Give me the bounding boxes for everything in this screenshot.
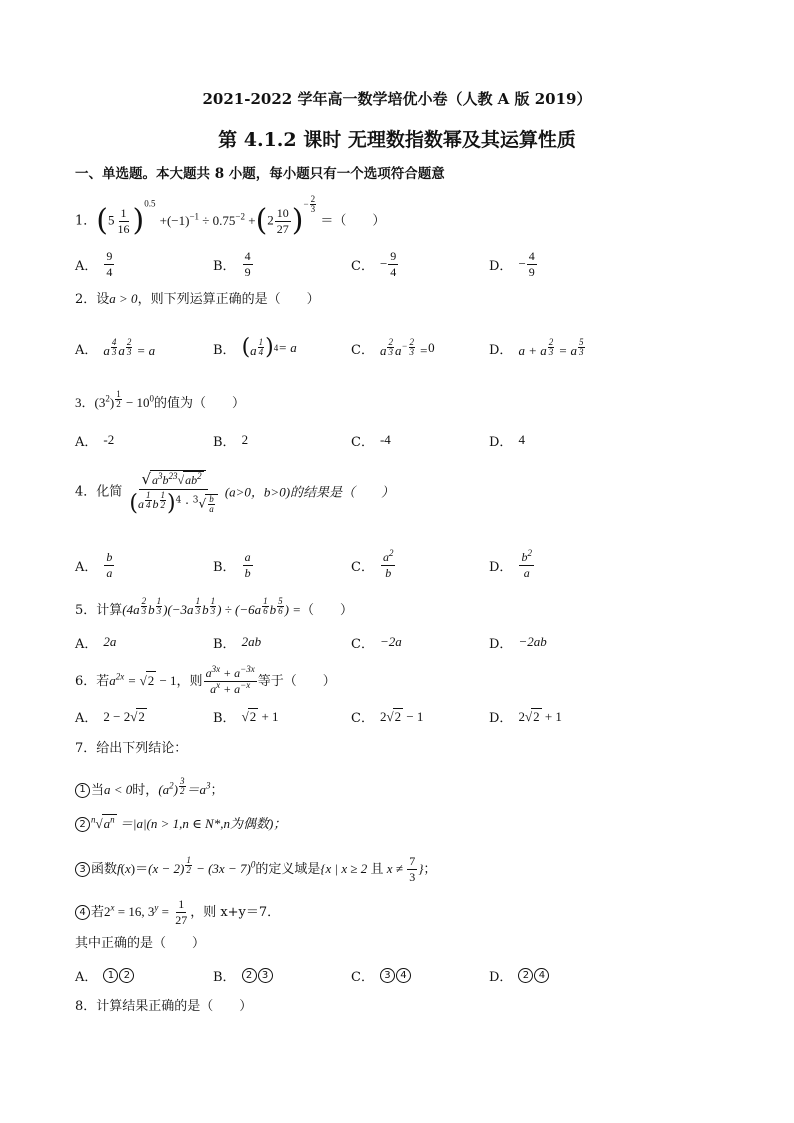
question-5-options xyxy=(75,622,675,662)
option-b[interactable]: B． $\frac{a}{b}$ xyxy=(213,549,251,580)
statement-1: 1 当a < 0时，$(a^2)$ $^{\frac{3}{2}}$ $=a^3$； xyxy=(75,777,224,800)
option-a[interactable]: A． -2 xyxy=(75,432,115,450)
question-5: 5．计算(4a $^{\frac{2}{3}}$ b $^{\frac{1}{3}}$ )(−3a $^{\frac{1}{3}}$ b $^{\frac{1}{3}}$ ) ÷ (−6a $^{\frac{1}{6}}$ b $^{\frac{5}{6}}$ ) =（ ） xyxy=(75,596,354,618)
circled-3-icon: 3 xyxy=(380,968,395,983)
question-4: 4．化简 $√a^3b^{23}√ab^2$ (a $^{\frac{1}{4}}$ b $^{\frac{1}{2}}$ )$^4$ · $^3$√ $\frac{b}{a}$ (a>0，b>0)的结果是（ ） xyxy=(75,470,395,517)
option-b[interactable]: B． √2 + 1 xyxy=(213,708,279,726)
option-a[interactable]: A． 2a xyxy=(75,634,117,652)
page-subtitle: 第 4.1.2 课时 无理数指数幂及其运算性质 xyxy=(218,129,576,151)
option-d[interactable]: D． − $\frac{4}{9}$ xyxy=(489,248,535,279)
circled-1-icon: 1 xyxy=(75,783,90,798)
option-c[interactable]: C． $\frac{a^2}{b}$ xyxy=(351,547,394,580)
circled-2-icon: 2 xyxy=(518,968,533,983)
option-c[interactable]: C． a $^{\frac{2}{3}}$ $a^{- \frac{2}{3}}$ = 0 xyxy=(351,336,435,358)
question-1: 1．(5 $\frac{1}{16}$ )$^{0.5} +(-1)^{-1} \div 0.75^{-2} +(2$ $\frac{10}{27}$ )$^{- \frac{2}{3}}$ ＝（ ） xyxy=(75,194,386,239)
option-c[interactable]: C． − $\frac{9}{4}$ xyxy=(351,248,397,279)
question-7-ask: 其中正确的是（ ） xyxy=(75,936,206,951)
circled-4-icon: 4 xyxy=(534,968,549,983)
option-c[interactable]: C． 3 4 xyxy=(351,955,412,995)
option-b[interactable]: B． 2ab xyxy=(213,634,262,652)
circled-4-icon: 4 xyxy=(396,968,411,983)
statement-2: 2 $^n√a^n =|a|(n > 1,n$ ∈ N*,n为偶数)； xyxy=(75,814,286,834)
option-c[interactable]: C． -4 xyxy=(351,432,391,450)
circled-2-icon: 2 xyxy=(242,968,257,983)
circled-2-icon: 2 xyxy=(119,968,134,983)
question-2-options xyxy=(75,328,675,368)
question-6: 6．若$a^{2x} = √2 - 1$，则 $\frac{a^{3x} + a^{-3x}}{a^x + a^{-x}}$ 等于（ ） xyxy=(75,664,336,696)
option-d[interactable]: D． a + a $^{\frac{2}{3}}$ = a $^{\frac{5}{3}}$ xyxy=(489,336,584,358)
option-b[interactable]: B． 2 xyxy=(213,432,249,450)
option-c[interactable]: C． −2a xyxy=(351,634,402,652)
statement-3: 3 函数f(x)＝(x − 2) $^{\frac{1}{2}}$ − $(3x - 7)^0$的定义域是{x | x ≥ 2 且 x ≠ $\frac{7}{3}$ }； xyxy=(75,855,436,884)
option-d[interactable]: D． $\frac{b^2}{a}$ xyxy=(489,547,532,580)
option-a[interactable]: A． $\frac{9}{4}$ xyxy=(75,248,113,279)
question-6-options xyxy=(75,696,675,736)
option-b[interactable]: B． 2 3 xyxy=(213,955,274,995)
question-1-options xyxy=(75,244,675,284)
option-b[interactable]: B． $\frac{4}{9}$ xyxy=(213,248,251,279)
option-a[interactable]: A． 1 2 xyxy=(75,955,135,995)
question-3-options xyxy=(75,420,675,460)
option-d[interactable]: D． 2 4 xyxy=(489,955,550,995)
question-7: 7．给出下列结论： xyxy=(75,741,188,756)
option-d[interactable]: D． 2√2 + 1 xyxy=(489,708,562,726)
option-a[interactable]: A． a $^{\frac{4}{3}}$ a $^{\frac{2}{3}}$ = a xyxy=(75,336,156,358)
circled-2-icon: 2 xyxy=(75,817,90,832)
question-2: 2．设a > 0，则下列运算正确的是（ ） xyxy=(75,291,320,307)
circled-4-icon: 4 xyxy=(75,905,90,920)
option-d[interactable]: D． 4 xyxy=(489,432,525,450)
circled-3-icon: 3 xyxy=(75,862,90,877)
circled-1-icon: 1 xyxy=(103,968,118,983)
circled-3-icon: 3 xyxy=(258,968,273,983)
option-c[interactable]: C． 2√2 − 1 xyxy=(351,708,424,726)
question-4-options xyxy=(75,545,675,585)
question-8: 8．计算结果正确的是（ ） xyxy=(75,999,253,1014)
option-d[interactable]: D． −2ab xyxy=(489,634,547,652)
option-a[interactable]: A． 2 − 2√2 xyxy=(75,708,145,726)
question-3: 3．$(3^2)$ $^{\frac{1}{2}}$ − $10^0$的值为（ ） xyxy=(75,389,246,411)
question-7-options xyxy=(75,955,675,995)
option-b[interactable]: B． ( a $^{\frac{1}{4}}$ ) 4 = a xyxy=(213,335,297,360)
option-a[interactable]: A． $\frac{b}{a}$ xyxy=(75,549,113,580)
statement-4: 4 若$2^x = 16$, $3^y$ = $\frac{1}{27}$ ，则 x+y＝7． xyxy=(75,898,280,927)
page-title: 2021-2022 学年高一数学培优小卷（人教 A 版 2019） xyxy=(202,90,592,108)
section-heading: 一、单选题。本大题共 8 小题，每小题只有一个选项符合题意 xyxy=(75,166,445,182)
